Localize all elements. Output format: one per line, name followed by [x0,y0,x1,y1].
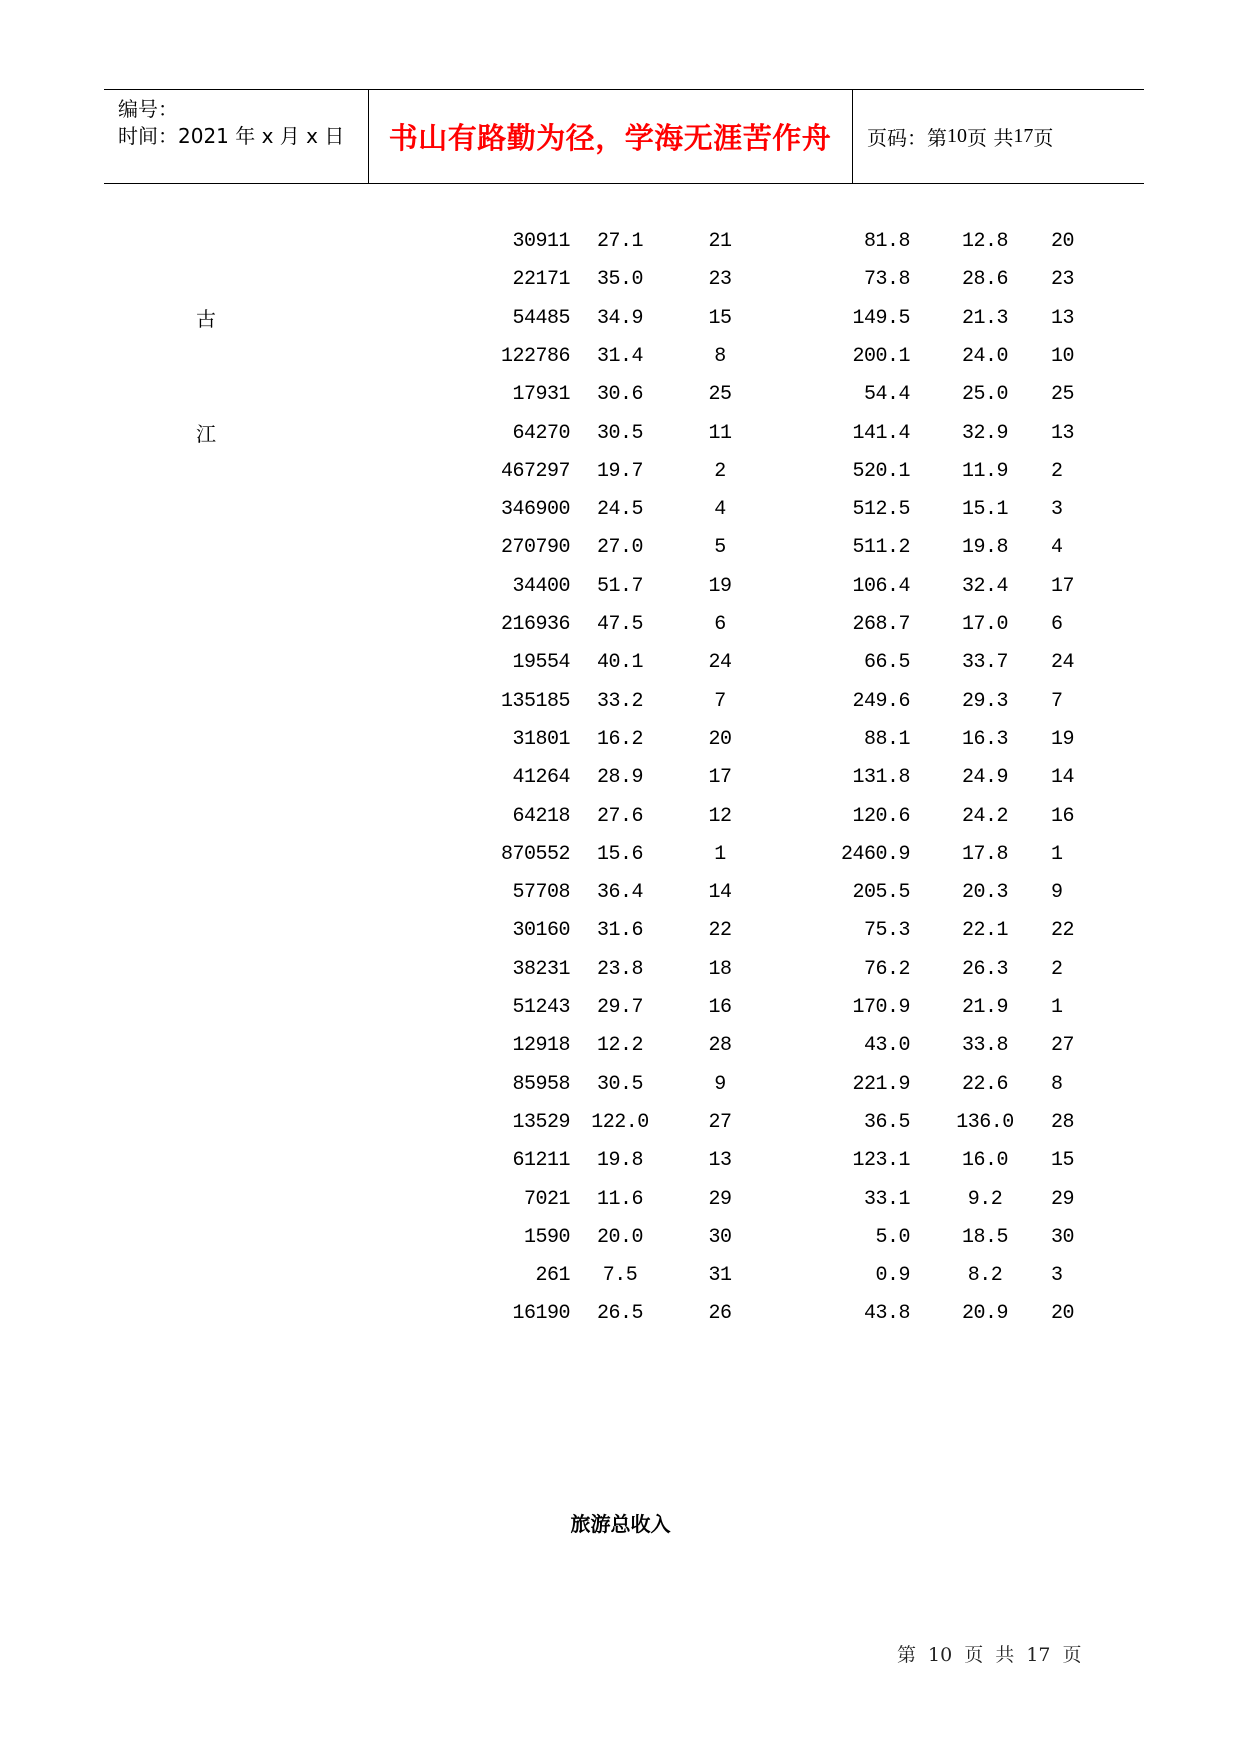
cell-col-4: 123.1 [852,1149,910,1173]
table-row [0,338,1241,376]
row-label [196,606,226,644]
row-label [196,491,226,529]
cell-col-1: 54485 [512,306,570,330]
cell-col-5: 136.0 [956,1110,1014,1134]
cell-col-1: 30911 [512,230,570,253]
page-total: 17 [1013,125,1034,147]
cell-col-4: 268.7 [852,613,910,636]
cell-col-5: 9.2 [967,1187,1003,1211]
cell-col-4: 120.6 [852,804,910,828]
cell-col-6: 16 [1051,804,1075,828]
row-label [196,1027,226,1065]
row-label [196,951,226,989]
header-page-indicator [853,90,1144,183]
cell-col-5: 24.0 [961,344,1008,368]
cell-col-4: 200.1 [852,344,910,368]
cell-col-3: 12 [708,804,732,828]
cell-col-3: 26 [708,1302,732,1326]
table-row [0,683,1241,721]
cell-col-4: 33.1 [863,1187,910,1211]
cell-col-3: 20 [708,727,732,751]
cell-col-4: 81.8 [863,230,910,253]
document-date: 时间：2021 年 x 月 x 日 [118,124,345,148]
row-label [196,1142,226,1180]
cell-col-3: 13 [708,1149,732,1173]
cell-col-5: 20.9 [961,1302,1008,1326]
cell-col-2: 51.7 [596,574,643,598]
cell-col-6: 8 [1051,1072,1063,1096]
cell-col-3: 1 [714,842,726,866]
cell-col-4: 0.9 [875,1264,910,1288]
table-row [0,1295,1241,1333]
cell-col-4: 66.5 [863,651,910,675]
cell-col-6: 19 [1051,727,1075,751]
cell-col-2: 30.6 [596,383,643,407]
cell-col-6: 22 [1051,919,1075,943]
cell-col-4: 149.5 [852,306,910,330]
table-row [0,1219,1241,1257]
row-label [196,261,226,299]
document-number-label: 编号： [118,97,178,121]
cell-col-1: 61211 [512,1149,570,1173]
cell-col-1: 7021 [523,1187,570,1211]
table-row [0,529,1241,567]
cell-col-1: 17931 [512,383,570,407]
cell-col-2: 19.8 [596,1149,643,1173]
cell-col-3: 16 [708,996,732,1019]
cell-col-1: 122786 [500,344,570,368]
cell-col-3: 31 [708,1264,732,1288]
cell-col-2: 19.7 [596,459,643,483]
cell-col-4: 75.3 [863,919,910,943]
cell-col-1: 346900 [500,498,570,522]
row-label [196,223,226,261]
table-row [0,376,1241,414]
cell-col-2: 30.5 [596,421,643,445]
cell-col-2: 12.2 [596,1034,643,1058]
cell-col-2: 29.7 [596,996,643,1019]
cell-col-4: 43.8 [863,1302,910,1326]
cell-col-5: 33.8 [961,1034,1008,1058]
cell-col-2: 20.0 [596,1225,643,1249]
cell-col-1: 19554 [512,651,570,675]
cell-col-6: 20 [1051,1302,1075,1326]
cell-col-3: 21 [708,230,732,253]
table-row [0,453,1241,491]
cell-col-3: 11 [708,421,732,445]
cell-col-2: 24.5 [596,498,643,522]
table-row [0,606,1241,644]
table-row [0,568,1241,606]
cell-col-2: 31.6 [596,919,643,943]
cell-col-5: 12.8 [961,230,1008,253]
cell-col-1: 85958 [512,1072,570,1096]
cell-col-2: 35.0 [596,268,643,292]
cell-col-6: 2 [1051,459,1063,483]
cell-col-6: 15 [1051,1149,1075,1173]
row-label [196,721,226,759]
row-label [196,1295,226,1333]
cell-col-6: 13 [1051,306,1075,330]
section-title: 旅游总收入 [570,1512,671,1536]
cell-col-3: 25 [708,383,732,407]
cell-col-3: 18 [708,957,732,981]
table-row [0,300,1241,338]
table-row [0,1181,1241,1219]
cell-col-5: 24.9 [961,766,1008,790]
cell-col-6: 9 [1051,881,1063,905]
cell-col-6: 23 [1051,268,1075,292]
row-label [196,376,226,414]
cell-col-2: 31.4 [596,344,643,368]
cell-col-6: 3 [1051,498,1063,522]
cell-col-4: 141.4 [852,421,910,445]
row-label [196,529,226,567]
cell-col-2: 122.0 [591,1110,649,1134]
table-row [0,798,1241,836]
cell-col-5: 24.2 [961,804,1008,828]
cell-col-2: 16.2 [596,727,643,751]
row-label [196,1219,226,1257]
cell-col-2: 27.0 [596,536,643,560]
cell-col-3: 2 [714,459,726,483]
row-label: 古 [196,306,216,331]
cell-col-5: 18.5 [961,1225,1008,1249]
cell-col-2: 33.2 [596,689,643,713]
row-label [196,1181,226,1219]
row-label [196,568,226,606]
header-motto: 书山有路勤为径，学海无涯苦作舟 [388,121,832,155]
cell-col-6: 13 [1051,421,1075,445]
cell-col-2: 27.1 [596,230,643,253]
cell-col-5: 16.3 [961,727,1008,751]
table-row [0,1257,1241,1295]
cell-col-4: 520.1 [852,459,910,483]
row-label [196,798,226,836]
cell-col-3: 5 [714,536,726,560]
cell-col-4: 73.8 [863,268,910,292]
cell-col-6: 25 [1051,383,1075,407]
row-label [196,683,226,721]
cell-col-2: 15.6 [596,842,643,866]
cell-col-5: 25.0 [961,383,1008,407]
cell-col-1: 64218 [512,804,570,828]
cell-col-2: 28.9 [596,766,643,790]
cell-col-1: 135185 [500,689,570,713]
cell-col-5: 26.3 [961,957,1008,981]
cell-col-6: 24 [1051,651,1075,675]
cell-col-5: 19.8 [961,536,1008,560]
page-header [104,89,1144,184]
cell-col-3: 29 [708,1187,732,1211]
cell-col-6: 17 [1051,574,1075,598]
cell-col-5: 28.6 [961,268,1008,292]
cell-col-1: 13529 [512,1110,570,1134]
cell-col-4: 43.0 [863,1034,910,1058]
cell-col-4: 5.0 [875,1225,910,1249]
cell-col-4: 76.2 [863,957,910,981]
cell-col-4: 512.5 [852,498,910,522]
row-label [196,1066,226,1104]
cell-col-1: 16190 [512,1302,570,1326]
table-row [0,951,1241,989]
cell-col-4: 170.9 [852,996,910,1019]
cell-col-6: 30 [1051,1225,1075,1249]
cell-col-3: 23 [708,268,732,292]
cell-col-1: 38231 [512,957,570,981]
cell-col-5: 33.7 [961,651,1008,675]
header-meta [104,90,369,183]
table-row [0,491,1241,529]
table-row [0,874,1241,912]
cell-col-6: 3 [1051,1264,1063,1288]
cell-col-5: 16.0 [961,1149,1008,1173]
cell-col-5: 8.2 [967,1264,1003,1288]
cell-col-5: 11.9 [961,459,1008,483]
cell-col-4: 131.8 [852,766,910,790]
cell-col-1: 261 [535,1264,570,1288]
cell-col-5: 32.4 [961,574,1008,598]
cell-col-1: 57708 [512,881,570,905]
cell-col-6: 1 [1051,842,1063,866]
cell-col-6: 14 [1051,766,1075,790]
cell-col-1: 34400 [512,574,570,598]
cell-col-4: 88.1 [863,727,910,751]
cell-col-6: 27 [1051,1034,1075,1058]
page-footer: 第 10 页 共 17 页 [897,1644,1082,1666]
cell-col-3: 17 [708,766,732,790]
cell-col-3: 22 [708,919,732,943]
table-row [0,415,1241,453]
table-row [0,759,1241,797]
cell-col-1: 64270 [512,421,570,445]
page-mid: 页 共 [967,126,1014,150]
cell-col-6: 6 [1051,613,1063,636]
cell-col-3: 9 [714,1072,726,1096]
cell-col-3: 4 [714,498,726,522]
cell-col-6: 1 [1051,996,1063,1019]
cell-col-3: 14 [708,881,732,905]
cell-col-6: 29 [1051,1187,1075,1211]
row-label [196,874,226,912]
table-row [0,644,1241,682]
table-row [0,836,1241,874]
cell-col-3: 30 [708,1225,732,1249]
row-label [196,912,226,950]
cell-col-4: 106.4 [852,574,910,598]
cell-col-5: 32.9 [961,421,1008,445]
table-row [0,989,1241,1027]
cell-col-1: 467297 [500,459,570,483]
cell-col-1: 30160 [512,919,570,943]
cell-col-6: 2 [1051,957,1063,981]
cell-col-6: 4 [1051,536,1063,560]
row-label: 江 [196,421,216,446]
cell-col-5: 15.1 [961,498,1008,522]
row-label [196,1104,226,1142]
row-label [196,1257,226,1295]
cell-col-1: 31801 [512,727,570,751]
cell-col-2: 7.5 [602,1264,638,1288]
cell-col-5: 22.6 [961,1072,1008,1096]
row-label [196,989,226,1027]
table-row [0,1027,1241,1065]
cell-col-5: 20.3 [961,881,1008,905]
table-row [0,223,1241,261]
cell-col-3: 15 [708,306,732,330]
cell-col-6: 28 [1051,1110,1075,1134]
cell-col-4: 36.5 [863,1110,910,1134]
cell-col-3: 6 [714,613,726,636]
cell-col-5: 17.8 [961,842,1008,866]
cell-col-2: 23.8 [596,957,643,981]
cell-col-3: 8 [714,344,726,368]
cell-col-5: 22.1 [961,919,1008,943]
table-row [0,1104,1241,1142]
row-label [196,644,226,682]
cell-col-2: 40.1 [596,651,643,675]
table-row [0,1142,1241,1180]
table-row [0,1066,1241,1104]
cell-col-1: 870552 [500,842,570,866]
cell-col-3: 27 [708,1110,732,1134]
cell-col-6: 20 [1051,230,1075,253]
header-motto-cell [368,90,853,183]
cell-col-5: 17.0 [961,613,1008,636]
table-row [0,261,1241,299]
cell-col-2: 30.5 [596,1072,643,1096]
cell-col-3: 7 [714,689,726,713]
cell-col-4: 54.4 [863,383,910,407]
cell-col-3: 28 [708,1034,732,1058]
cell-col-2: 47.5 [596,613,643,636]
row-label [196,759,226,797]
cell-col-1: 216936 [500,613,570,636]
row-label [196,338,226,376]
cell-col-6: 10 [1051,344,1075,368]
cell-col-4: 249.6 [852,689,910,713]
cell-col-1: 1590 [523,1225,570,1249]
table-row [0,721,1241,759]
cell-col-2: 34.9 [596,306,643,330]
cell-col-5: 21.3 [961,306,1008,330]
page-current: 10 [947,125,967,147]
row-label [196,453,226,491]
cell-col-4: 2460.9 [840,842,910,866]
cell-col-5: 29.3 [961,689,1008,713]
cell-col-1: 22171 [512,268,570,292]
cell-col-4: 221.9 [852,1072,910,1096]
cell-col-2: 11.6 [596,1187,643,1211]
cell-col-1: 270790 [500,536,570,560]
cell-col-2: 27.6 [596,804,643,828]
cell-col-3: 19 [708,574,732,598]
row-label [196,836,226,874]
cell-col-6: 7 [1051,689,1063,713]
cell-col-1: 12918 [512,1034,570,1058]
cell-col-2: 36.4 [596,881,643,905]
page-suffix: 页 [1033,126,1054,150]
cell-col-4: 511.2 [852,536,910,560]
page-prefix: 页码：第 [867,126,947,150]
cell-col-1: 41264 [512,766,570,790]
cell-col-3: 24 [708,651,732,675]
table-row [0,912,1241,950]
cell-col-2: 26.5 [596,1302,643,1326]
cell-col-1: 51243 [512,996,570,1019]
cell-col-5: 21.9 [961,996,1008,1019]
cell-col-4: 205.5 [852,881,910,905]
